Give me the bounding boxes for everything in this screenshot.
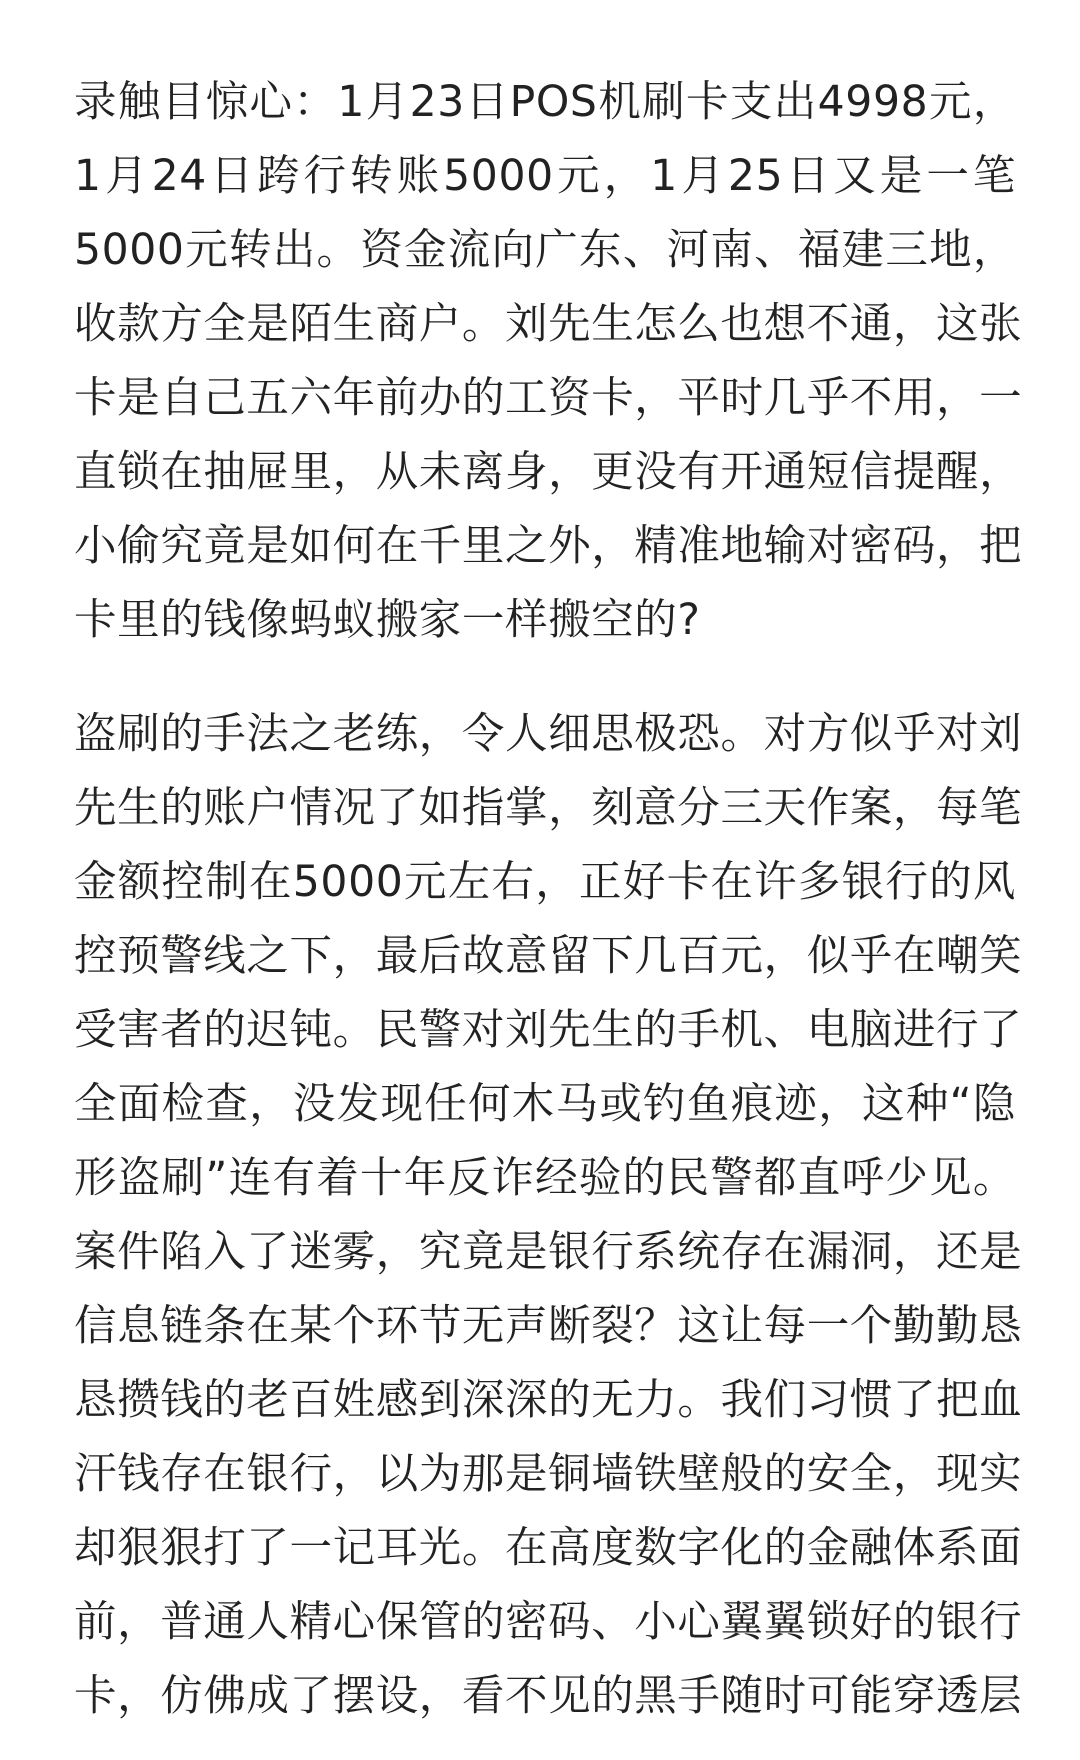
text-line: 1月24日跨行转账5000元，1月25日又是一笔 <box>74 152 1016 201</box>
text-line: 全面检查，没发现任何木马或钓鱼痕迹，这种“隐 <box>74 1080 1016 1129</box>
text-line: 先生的账户情况了如指掌，刻意分三天作案，每笔 <box>74 784 1023 833</box>
text-line: 金额控制在5000元左右，正好卡在许多银行的风 <box>74 858 1016 907</box>
paragraph-2 <box>74 698 1023 1734</box>
text-line: 前，普通人精心保管的密码、小心翼翼锁好的银行 <box>74 1598 1023 1647</box>
text-line: 盗刷的手法之老练，令人细思极恐。对方似乎对刘 <box>74 710 1023 759</box>
article-body <box>74 66 1023 1734</box>
text-line: 收款方全是陌生商户。刘先生怎么也想不通，这张 <box>74 300 1023 349</box>
text-line: 小偷究竟是如何在千里之外，精准地输对密码，把 <box>74 522 1023 571</box>
text-line: 案件陷入了迷雾，究竟是银行系统存在漏洞，还是 <box>74 1228 1023 1277</box>
text-line: 信息链条在某个环节无声断裂？这让每一个勤勤恳 <box>74 1302 1023 1351</box>
text-line: 却狠狠打了一记耳光。在高度数字化的金融体系面 <box>74 1524 1023 1573</box>
text-line: 恳攒钱的老百姓感到深深的无力。我们习惯了把血 <box>74 1376 1023 1425</box>
text-line: 卡里的钱像蚂蚁搬家一样搬空的? <box>74 596 701 645</box>
text-line: 控预警线之下，最后故意留下几百元，似乎在嘲笑 <box>74 932 1023 981</box>
text-line: 受害者的迟钝。民警对刘先生的手机、电脑进行了 <box>74 1006 1023 1055</box>
text-line: 直锁在抽屉里，从未离身，更没有开通短信提醒， <box>74 448 1023 497</box>
text-line: 卡是自己五六年前办的工资卡，平时几乎不用，一 <box>74 374 1023 423</box>
text-line: 5000元转出。资金流向广东、河南、福建三地， <box>74 226 1016 275</box>
paragraph-1 <box>74 66 1023 658</box>
text-line: 汗钱存在银行，以为那是铜墙铁壁般的安全，现实 <box>74 1450 1023 1499</box>
text-line: 卡，仿佛成了摆设，看不见的黑手随时可能穿透层 <box>74 1672 1023 1721</box>
text-line: 录触目惊心：1月23日POS机刷卡支出4998元， <box>74 78 1016 127</box>
text-line: 形盗刷”连有着十年反诈经验的民警都直呼少见。 <box>74 1154 1016 1203</box>
